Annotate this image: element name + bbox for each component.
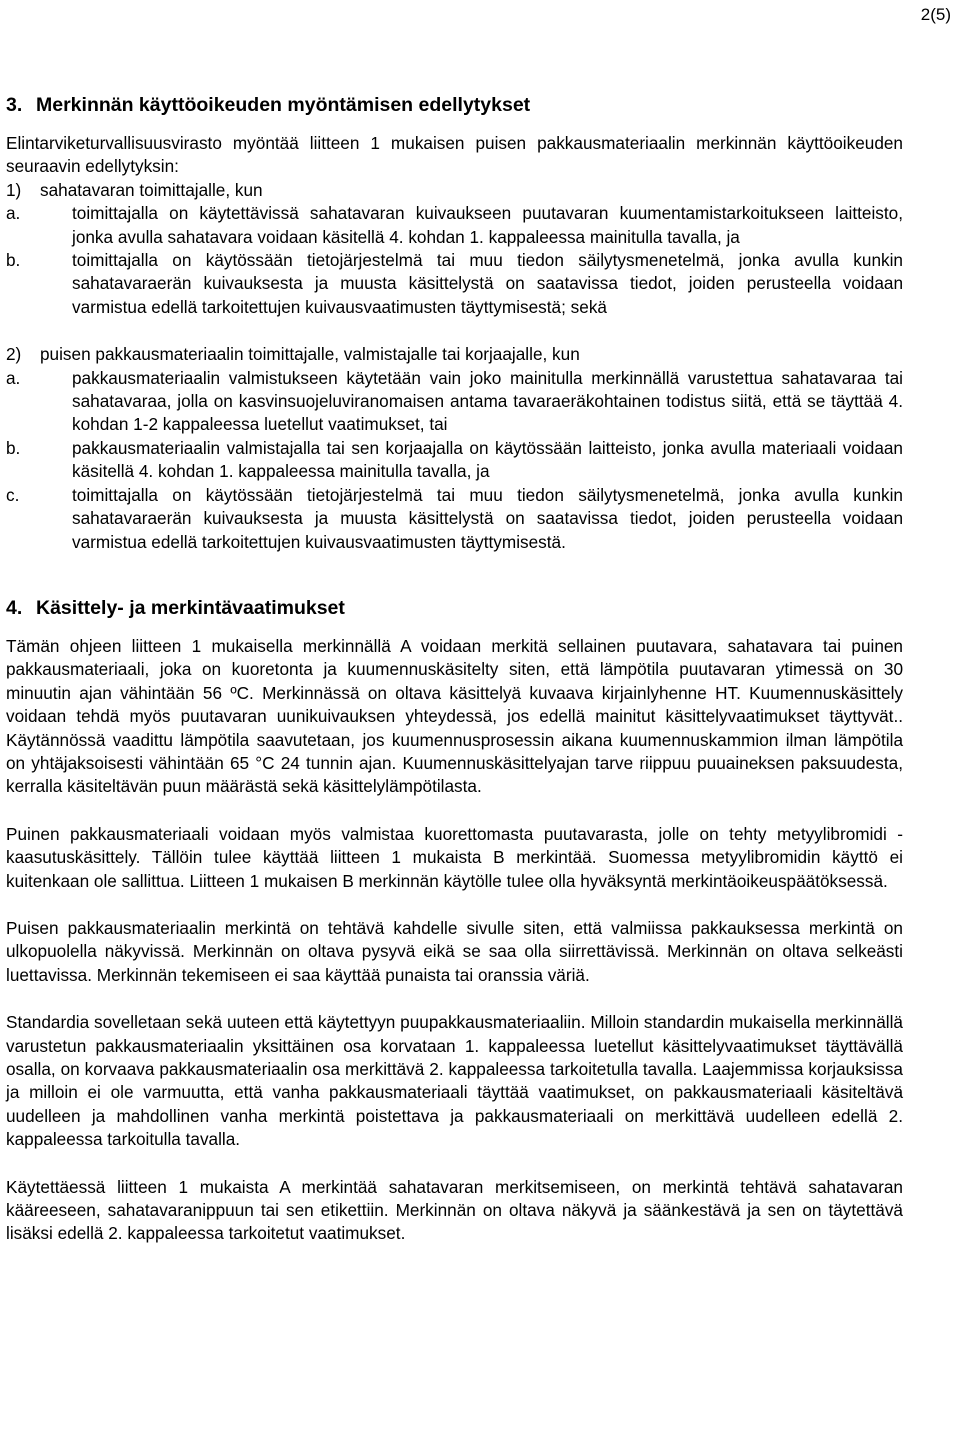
item-label: b. bbox=[6, 250, 21, 271]
item-label: a. bbox=[6, 367, 21, 388]
section-3-number: 3. bbox=[6, 94, 23, 116]
condition-2-item-b bbox=[6, 437, 903, 484]
section-3-intro: Elintarviketurvallisuusvirasto myöntää liitteen 1 mukaisen puisen pakkausmateriaalin merkinnän käyttöoikeuden seuraavin edellytyksin: bbox=[6, 133, 903, 177]
section-4-heading bbox=[6, 595, 903, 621]
item-text: toimittajalla on käytössään tietojärjestelmä tai muu tiedon säilytysmenetelmä, jonka avulla kunkin sahatavaraerän kuivauksesta ja muusta käsittelystä on saatavissa tiedot, joiden perusteella voidaan varmistua edellä tarkoitettujen kuivausvaatimusten täyttymisestä; sekä bbox=[72, 250, 903, 317]
section-4-paragraph-4: Standardia sovelletaan sekä uuteen että käytettyyn puupakkausmateriaaliin. Milloin standardin mukaisella merkinnällä varustetun pakkausmateriaalin yksittäinen osa korvataan 1. kappaleessa luetellut käsittelyvaatimukset täyttävällä osalla, on korvaava pakkausmateriaalin osa merkittävä 2. kappaleessa tarkoitetulla tavalla. Laajemmissa korjauksissa ja milloin ei ole varmuutta, että vanha pakkausmateriaali täyttää vaatimukset, on pakkausmateriaali käsiteltävä uudelleen ja mahdollinen vanha merkintä poistettava ja pakkausmateriaali on merkittävä uudelleen edellä 2. kappaleessa tarkoitulla tavalla. bbox=[6, 1012, 903, 1150]
item-text: toimittajalla on käytettävissä sahatavaran kuivaukseen puutavaran kuumentamistarkoitukseen laitteisto, jonka avulla sahatavara voidaan käsitellä 4. kohdan 1. kappaleessa mainitulla tavalla, ja bbox=[72, 203, 903, 247]
section-4-paragraph-3: Puisen pakkausmateriaalin merkintä on tehtävä kahdelle sivulle siten, että valmiissa pakkauksessa merkintä on ulkopuolella näkyvissä. Merkinnän on oltava pysyvä eikä se saa olla siirrettävissä. Merkinnän on oltava selkeästi luettavissa. Merkinnän tekemiseen ei saa käyttää punaista tai oranssia väriä. bbox=[6, 917, 903, 985]
condition-1-text: sahatavaran toimittajalle, kun bbox=[40, 179, 263, 200]
item-text: toimittajalla on käytössään tietojärjestelmä tai muu tiedon säilytysmenetelmä, jonka avulla kunkin sahatavaraerän kuivauksesta ja muusta käsittelystä on saatavissa tiedot, joiden perusteella voidaan varmistua edellä tarkoitettujen kuivausvaatimusten täyttymisestä. bbox=[72, 484, 903, 552]
document-body bbox=[6, 92, 903, 1246]
section-4-title: Käsittely- ja merkintävaatimukset bbox=[36, 596, 345, 619]
item-text: pakkausmateriaalin valmistukseen käytetään vain joko mainitulla merkinnällä varustettua sahatavaraa tai sahatavaraa, jolla on kasvinsuojeluviranomaisen antama tavaraeräkohtainen todistus siitä, että se täyttää 4. kohdan 1-2 kappaleessa luetellut vaatimukset, tai bbox=[72, 367, 903, 435]
condition-2-heading bbox=[6, 343, 903, 366]
condition-1-item-b bbox=[6, 249, 903, 319]
condition-2-item-c bbox=[6, 484, 903, 554]
condition-1-item-a bbox=[6, 202, 903, 249]
spacer bbox=[6, 319, 903, 343]
item-label: c. bbox=[6, 484, 20, 505]
item-label: a. bbox=[6, 203, 21, 224]
condition-2-item-a bbox=[6, 367, 903, 437]
page-number: 2(5) bbox=[920, 5, 951, 24]
section-3-heading bbox=[6, 92, 903, 118]
section-4-number: 4. bbox=[6, 596, 23, 619]
section-4-paragraph-2: Puinen pakkausmateriaali voidaan myös valmistaa kuorettomasta puutavarasta, jolle on tehty metyylibromidi -kaasutuskäsittely. Tällöin tulee käyttää liitteen 1 mukaista B merkintää. Suomessa metyylibromidin käyttö ei kuitenkaan ole sallittua. Liitteen 1 mukaisen B merkinnän käytölle tulee olla hyväksyntä merkintäoikeuspäätöksessä. bbox=[6, 823, 903, 891]
section-3-title: Merkinnän käyttöoikeuden myöntämisen edellytykset bbox=[36, 94, 531, 116]
condition-2-number: 2) bbox=[6, 344, 22, 365]
section-4-paragraph-1: Tämän ohjeen liitteen 1 mukaisella merkinnällä A voidaan merkitä sellainen puutavara, sahatavara tai puinen pakkausmateriaali, joka on kuoretonta ja kuumennuskäsitelty siten, että lämpötila puutavaran ytimessä on 30 minuutin ajan vähintään 56 ºC. Merkinnässä on oltava käsittelyä kuvaava kirjainlyhenne HT. Kuumennuskäsittely voidaan tehdä myös puutavaran uunikuivauksen yhteydessä, jos edellä mainitut käsittelyvaatimukset täyttyvät.. Käytännössä vaadittu lämpötila saavutetaan, jos kuumennusprosessin aikana kuumennuskammion ilman lämpötila on yhtäjaksoisesti vähintään 65 °C 24 tunnin ajan. Kuumennuskäsittelyajan tarve riippuu puuaineksen paksuudesta, kerralla käsiteltävän puun määrästä sekä käsittelylämpötilasta. bbox=[6, 635, 903, 797]
condition-1-number: 1) bbox=[6, 179, 22, 200]
condition-2 bbox=[6, 343, 903, 554]
item-text: pakkausmateriaalin valmistajalla tai sen korjaajalla on käytössään laitteisto, jonka avulla materiaali voidaan käsitellä 4. kohdan 1. kappaleessa mainitulla tavalla, ja bbox=[72, 437, 903, 482]
condition-1-heading bbox=[6, 179, 903, 202]
item-label: b. bbox=[6, 437, 21, 458]
section-4-paragraph-5: Käytettäessä liitteen 1 mukaista A merkintää sahatavaran merkitsemiseen, on merkintä tehtävä sahatavaran kääreeseen, sahatavaranippuun tai sen etikettiin. Merkinnän on oltava näkyvä ja säänkestävä ja sen on täytettävä lisäksi edellä 2. kappaleessa tarkoitetut vaatimukset. bbox=[6, 1176, 903, 1244]
condition-2-text: puisen pakkausmateriaalin toimittajalle, valmistajalle tai korjaajalle, kun bbox=[40, 344, 580, 365]
condition-1 bbox=[6, 179, 903, 319]
